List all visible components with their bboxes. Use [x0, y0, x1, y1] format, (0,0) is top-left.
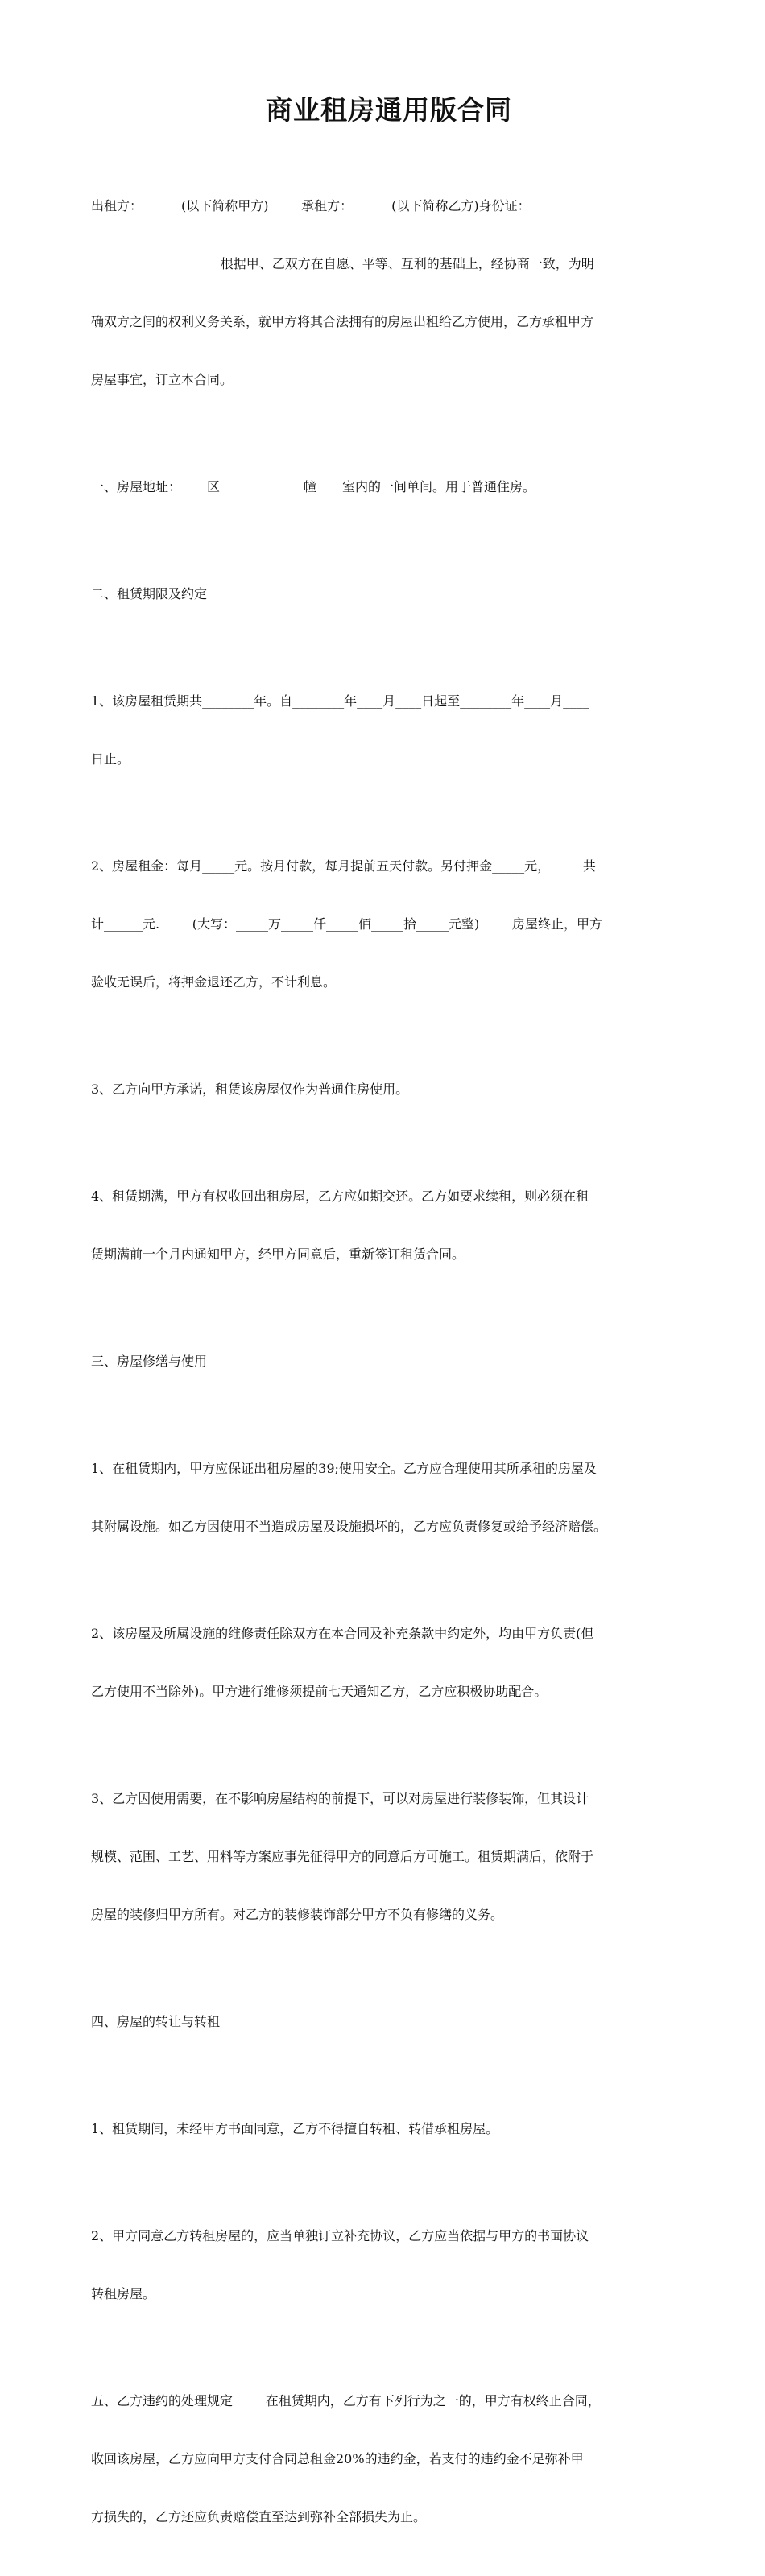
paragraph-line: _______________ 根据甲、乙双方在自愿、平等、互利的基础上，经协商一致，为明 — [91, 256, 594, 271]
section-4-heading — [91, 1974, 687, 2070]
clause-3-3 — [91, 1751, 687, 1963]
paragraph-line: 确双方之间的权利义务关系，就甲方将其合法拥有的房屋出租给乙方使用，乙方承租甲方 — [91, 314, 594, 329]
clause-2-2 — [91, 818, 687, 1031]
paragraph-line: 转租房屋。 — [91, 2286, 156, 2301]
section-1-heading — [91, 439, 687, 535]
paragraph-line: 二、租赁期限及约定 — [91, 586, 208, 602]
paragraph-line: 五、乙方违约的处理规定 在租赁期内，乙方有下列行为之一的，甲方有权终止合同， — [91, 2393, 601, 2409]
clause-4-2 — [91, 2188, 687, 2342]
clause-2-4 — [91, 1148, 687, 1303]
paragraph-line: 规模、范围、工艺、用料等方案应事先征得甲方的同意后方可施工。租赁期满后，依附于 — [91, 1849, 594, 1864]
paragraph-line: 1、该房屋租赁期共________年。自________年____月____日起至________年____月____ — [91, 693, 589, 709]
paragraph-line: 3、乙方向甲方承诺，租赁该房屋仅作为普通住房使用。 — [91, 1081, 409, 1097]
paragraph-line: 计______元. (大写：_____万_____仟_____佰_____拾_____元整) 房屋终止，甲方 — [91, 916, 602, 932]
paragraph-line: 四、房屋的转让与转租 — [91, 2014, 221, 2029]
paragraph-line: 4、租赁期满，甲方有权收回出租房屋，乙方应如期交还。乙方如要求续租，则必须在租 — [91, 1189, 589, 1204]
paragraph-line: 2、甲方同意乙方转租房屋的，应当单独订立补充协议，乙方应当依据与甲方的书面协议 — [91, 2228, 589, 2243]
paragraph-line: 出租方：______(以下简称甲方) 承租方：______(以下简称乙方)身份证：____________ — [91, 198, 608, 213]
clause-2-1 — [91, 653, 687, 808]
clause-4-1 — [91, 2081, 687, 2177]
paragraph-line: 日止。 — [91, 751, 130, 767]
clause-3-1 — [91, 1420, 687, 1575]
paragraph-line: 房屋事宜，订立本合同。 — [91, 372, 234, 387]
paragraph-line: 3、乙方因使用需要，在不影响房屋结构的前提下，可以对房屋进行装修装饰，但其设计 — [91, 1791, 589, 1806]
clause-2-3 — [91, 1041, 687, 1138]
paragraph-line: 房屋的装修归甲方所有。对乙方的装修装饰部分甲方不负有修缮的义务。 — [91, 1907, 504, 1922]
paragraph-line: 1、租赁期间，未经甲方书面同意，乙方不得擅自转租、转借承租房屋。 — [91, 2121, 499, 2136]
paragraph-line: 其附属设施。如乙方因使用不当造成房屋及设施损坏的，乙方应负责修复或给予经济赔偿。 — [91, 1519, 607, 1534]
paragraph-line: 收回该房屋，乙方应向甲方支付合同总租金20%的违约金，若支付的违约金不足弥补甲 — [91, 2451, 584, 2466]
document-title: 商业租房通用版合同 — [266, 94, 512, 126]
paragraph-line: 乙方使用不当除外)。甲方进行维修须提前七天通知乙方，乙方应积极协助配合。 — [91, 1684, 548, 1699]
paragraph-line: 1、在租赁期内，甲方应保证出租房屋的39;使用安全。乙方应合理使用其所承租的房屋及 — [91, 1461, 597, 1476]
paragraph-line: 赁期满前一个月内通知甲方，经甲方同意后，重新签订租赁合同。 — [91, 1247, 465, 1262]
preamble-paragraph — [91, 158, 687, 428]
section-2-heading — [91, 546, 687, 643]
paragraph-line: 验收无误后，将押金退还乙方，不计利息。 — [91, 974, 337, 990]
section-5-paragraph — [91, 2353, 687, 2566]
clause-3-2 — [91, 1586, 687, 1740]
paragraph-line: 2、房屋租金：每月_____元。按月付款，每月提前五天付款。另付押金_____元， 共 — [91, 858, 596, 874]
paragraph-line: 一、房屋地址：____区_____________幢____室内的一间单间。用于普通住房。 — [91, 479, 536, 494]
paragraph-line: 方损失的，乙方还应负责赔偿直至达到弥补全部损失为止。 — [91, 2509, 427, 2524]
section-3-heading — [91, 1313, 687, 1410]
paragraph-line: 2、该房屋及所属设施的维修责任除双方在本合同及补充条款中约定外，均由甲方负责(但 — [91, 1626, 594, 1641]
paragraph-line: 三、房屋修缮与使用 — [91, 1354, 208, 1369]
contract-page — [91, 90, 687, 2576]
